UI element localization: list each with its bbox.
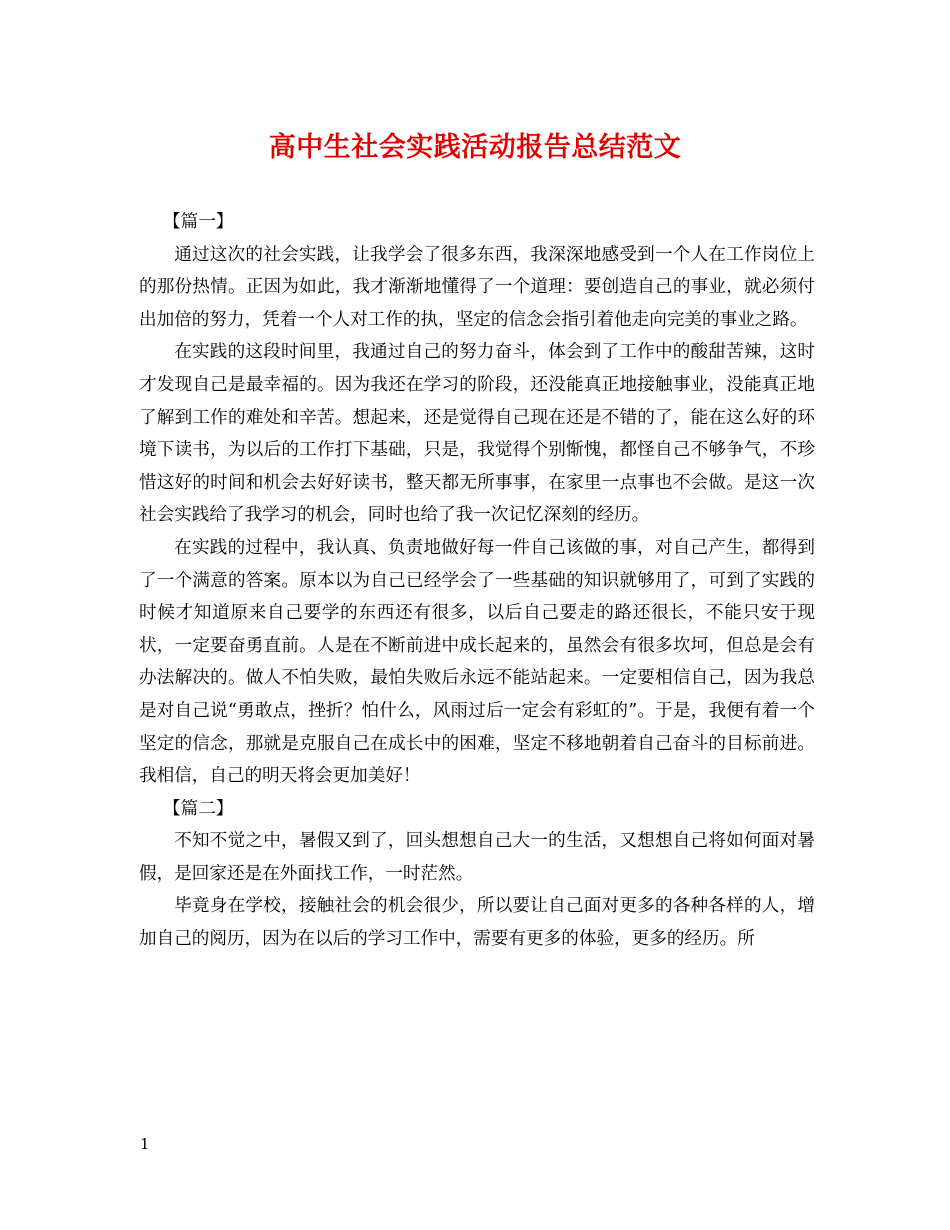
paragraph: 不知不觉之中，暑假又到了，回头想想自己大一的生活，又想想自己将如何面对暑假，是回家还是在外面找工作，一时茫然。 — [139, 831, 815, 884]
document-body — [139, 206, 815, 956]
paragraph: 在实践的过程中，我认真、负责地做好每一件自己该做的事，对自己产生，都得到了一个满意的答案。原本以为自己已经学会了一些基础的知识就够用了，可到了实践的时候才知道原来自己要学的东西还有很多，以后自己要走的路还很长，不能只安于现状，一定要奋勇直前。人是在不断前进中成长起来的，虽然会有很多坎坷，但总是会有办法解决的。做人不怕失败，最怕失败后永远不能站起来。一定要相信自己，因为我总是对自己说“勇敢点，挫折？怕什么，风雨过后一定会有彩虹的”。于是，我便有着一个坚定的信念，那就是克服自己在成长中的困难，坚定不移地朝着自己奋斗的目标前进。我相信，自己的明天将会更加美好！ — [139, 537, 815, 787]
paragraph: 通过这次的社会实践，让我学会了很多东西，我深深地感受到一个人在工作岗位上的那份热情。正因为如此，我才渐渐地懂得了一个道理：要创造自己的事业，就必须付出加倍的努力，凭着一个人对工作的执，坚定的信念会指引着他走向完美的事业之路。 — [139, 244, 815, 330]
paragraph: 在实践的这段时间里，我通过自己的努力奋斗，体会到了工作中的酸甜苦辣，这时才发现自己是最幸福的。因为我还在学习的阶段，还没能真正地接触事业，没能真正地了解到工作的难处和辛苦。想起来，还是觉得自己现在还是不错的了，能在这么好的环境下读书，为以后的工作打下基础，只是，我觉得个别惭愧，都怪自己不够争气，不珍惜这好的时间和机会去好好读书，整天都无所事事，在家里一点事也不会做。是这一次社会实践给了我学习的机会，同时也给了我一次记忆深刻的经历。 — [139, 342, 815, 526]
document-title: 高中生社会实践活动报告总结范文 — [268, 132, 682, 163]
section-heading-1: 【篇一】 — [163, 212, 234, 232]
paragraph: 毕竟身在学校，接触社会的机会很少，所以要让自己面对更多的各种各样的人，增加自己的阅历，因为在以后的学习工作中，需要有更多的体验，更多的经历。所 — [139, 896, 815, 950]
section-heading-2: 【篇二】 — [163, 798, 234, 819]
page-number: 1 — [140, 1135, 150, 1153]
